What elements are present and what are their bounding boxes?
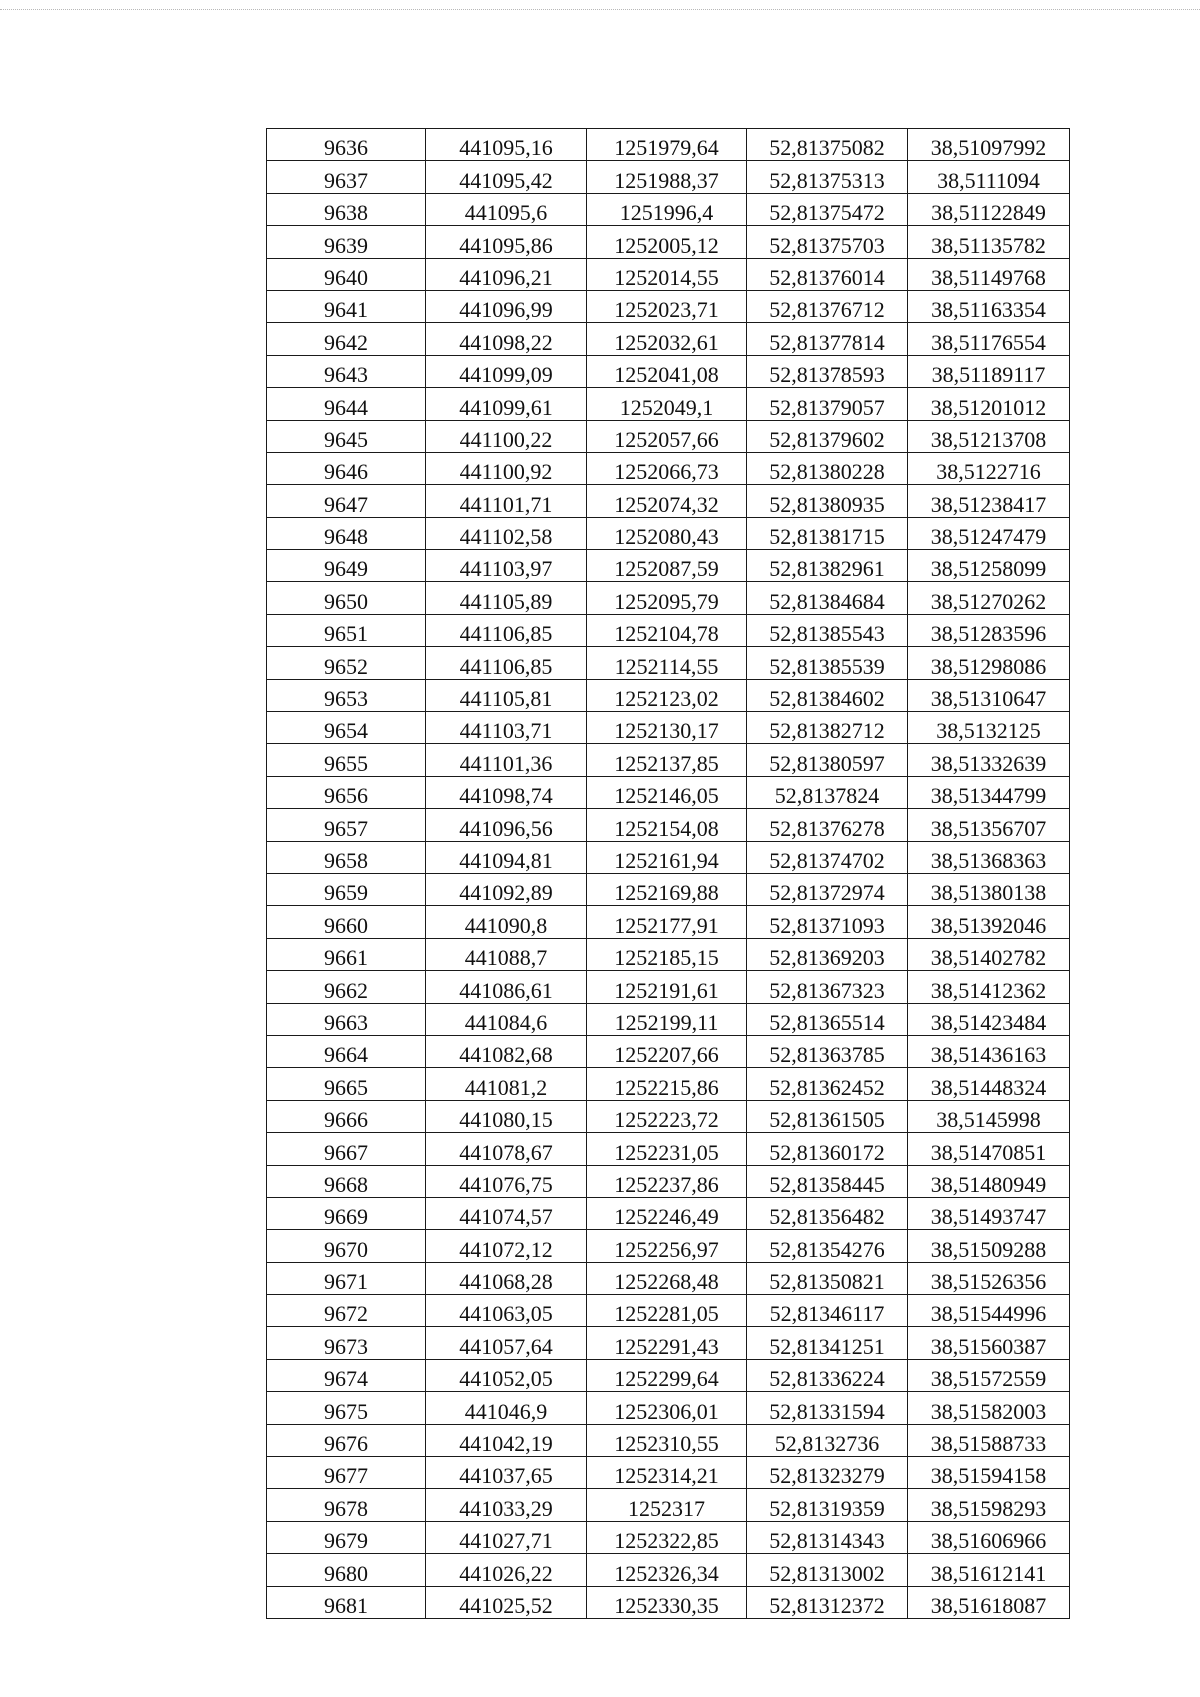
point-number-cell: 9658 [267,841,426,873]
y-coordinate-cell: 1252199,11 [587,1003,747,1035]
table-row [267,226,1070,258]
latitude-cell: 52,81312372 [747,1586,908,1618]
table-row [267,485,1070,517]
x-coordinate-cell: 441086,61 [426,971,587,1003]
y-coordinate-cell: 1252314,21 [587,1457,747,1489]
y-coordinate-cell: 1252080,43 [587,517,747,549]
y-coordinate-cell: 1252005,12 [587,226,747,258]
x-coordinate-cell: 441100,92 [426,452,587,484]
longitude-cell: 38,51480949 [908,1165,1070,1197]
x-coordinate-cell: 441095,42 [426,161,587,193]
y-coordinate-cell: 1252023,71 [587,290,747,322]
latitude-cell: 52,81384602 [747,679,908,711]
longitude-cell: 38,51097992 [908,129,1070,161]
latitude-cell: 52,81376278 [747,809,908,841]
latitude-cell: 52,81374702 [747,841,908,873]
y-coordinate-cell: 1251988,37 [587,161,747,193]
table-row [267,744,1070,776]
latitude-cell: 52,81367323 [747,971,908,1003]
table-row [267,1327,1070,1359]
longitude-cell: 38,51189117 [908,355,1070,387]
table-row [267,1586,1070,1618]
table-row [267,517,1070,549]
x-coordinate-cell: 441103,97 [426,550,587,582]
x-coordinate-cell: 441042,19 [426,1424,587,1456]
point-number-cell: 9673 [267,1327,426,1359]
table-row [267,712,1070,744]
x-coordinate-cell: 441084,6 [426,1003,587,1035]
longitude-cell: 38,51423484 [908,1003,1070,1035]
longitude-cell: 38,51270262 [908,582,1070,614]
longitude-cell: 38,51392046 [908,906,1070,938]
y-coordinate-cell: 1252074,32 [587,485,747,517]
latitude-cell: 52,81376712 [747,290,908,322]
x-coordinate-cell: 441052,05 [426,1359,587,1391]
longitude-cell: 38,51612141 [908,1554,1070,1586]
longitude-cell: 38,51594158 [908,1457,1070,1489]
y-coordinate-cell: 1252161,94 [587,841,747,873]
longitude-cell: 38,51149768 [908,258,1070,290]
point-number-cell: 9664 [267,1035,426,1067]
y-coordinate-cell: 1252237,86 [587,1165,747,1197]
y-coordinate-cell: 1252066,73 [587,452,747,484]
x-coordinate-cell: 441088,7 [426,938,587,970]
table-row [267,452,1070,484]
latitude-cell: 52,81384684 [747,582,908,614]
y-coordinate-cell: 1252207,66 [587,1035,747,1067]
table-row [267,614,1070,646]
latitude-cell: 52,81365514 [747,1003,908,1035]
x-coordinate-cell: 441076,75 [426,1165,587,1197]
table-row [267,323,1070,355]
x-coordinate-cell: 441100,22 [426,420,587,452]
table-row [267,1489,1070,1521]
longitude-cell: 38,51176554 [908,323,1070,355]
longitude-cell: 38,51572559 [908,1359,1070,1391]
x-coordinate-cell: 441080,15 [426,1100,587,1132]
point-number-cell: 9643 [267,355,426,387]
latitude-cell: 52,81378593 [747,355,908,387]
latitude-cell: 52,81341251 [747,1327,908,1359]
scan-edge-line [0,9,1200,10]
point-number-cell: 9656 [267,776,426,808]
y-coordinate-cell: 1252014,55 [587,258,747,290]
y-coordinate-cell: 1252306,01 [587,1392,747,1424]
table-row [267,906,1070,938]
point-number-cell: 9641 [267,290,426,322]
table-row [267,938,1070,970]
table-row [267,776,1070,808]
y-coordinate-cell: 1252169,88 [587,873,747,905]
table-row [267,1521,1070,1553]
longitude-cell: 38,51526356 [908,1262,1070,1294]
table-row [267,971,1070,1003]
point-number-cell: 9638 [267,193,426,225]
latitude-cell: 52,81360172 [747,1133,908,1165]
longitude-cell: 38,51560387 [908,1327,1070,1359]
point-number-cell: 9674 [267,1359,426,1391]
latitude-cell: 52,81381715 [747,517,908,549]
longitude-cell: 38,51238417 [908,485,1070,517]
point-number-cell: 9646 [267,452,426,484]
table-row [267,1424,1070,1456]
x-coordinate-cell: 441072,12 [426,1230,587,1262]
latitude-cell: 52,81379602 [747,420,908,452]
point-number-cell: 9677 [267,1457,426,1489]
point-number-cell: 9659 [267,873,426,905]
point-number-cell: 9636 [267,129,426,161]
point-number-cell: 9653 [267,679,426,711]
point-number-cell: 9647 [267,485,426,517]
longitude-cell: 38,51213708 [908,420,1070,452]
y-coordinate-cell: 1252317 [587,1489,747,1521]
latitude-cell: 52,81379057 [747,388,908,420]
longitude-cell: 38,5145998 [908,1100,1070,1132]
latitude-cell: 52,81375082 [747,129,908,161]
y-coordinate-cell: 1252326,34 [587,1554,747,1586]
point-number-cell: 9661 [267,938,426,970]
longitude-cell: 38,51298086 [908,647,1070,679]
y-coordinate-cell: 1252310,55 [587,1424,747,1456]
table-row [267,679,1070,711]
point-number-cell: 9679 [267,1521,426,1553]
point-number-cell: 9672 [267,1295,426,1327]
latitude-cell: 52,81385539 [747,647,908,679]
longitude-cell: 38,51258099 [908,550,1070,582]
point-number-cell: 9654 [267,712,426,744]
longitude-cell: 38,51470851 [908,1133,1070,1165]
table-row [267,1392,1070,1424]
longitude-cell: 38,51332639 [908,744,1070,776]
longitude-cell: 38,51588733 [908,1424,1070,1456]
x-coordinate-cell: 441037,65 [426,1457,587,1489]
y-coordinate-cell: 1252057,66 [587,420,747,452]
coordinates-table [266,128,1070,1619]
point-number-cell: 9637 [267,161,426,193]
point-number-cell: 9675 [267,1392,426,1424]
table-row [267,1359,1070,1391]
y-coordinate-cell: 1252256,97 [587,1230,747,1262]
latitude-cell: 52,81380935 [747,485,908,517]
y-coordinate-cell: 1252130,17 [587,712,747,744]
longitude-cell: 38,51163354 [908,290,1070,322]
x-coordinate-cell: 441090,8 [426,906,587,938]
x-coordinate-cell: 441074,57 [426,1197,587,1229]
coordinates-table-body [267,129,1070,1619]
x-coordinate-cell: 441033,29 [426,1489,587,1521]
latitude-cell: 52,81371093 [747,906,908,938]
longitude-cell: 38,51412362 [908,971,1070,1003]
point-number-cell: 9676 [267,1424,426,1456]
table-row [267,1003,1070,1035]
y-coordinate-cell: 1252087,59 [587,550,747,582]
x-coordinate-cell: 441094,81 [426,841,587,873]
x-coordinate-cell: 441046,9 [426,1392,587,1424]
longitude-cell: 38,51618087 [908,1586,1070,1618]
table-row [267,1295,1070,1327]
latitude-cell: 52,8132736 [747,1424,908,1456]
table-row [267,647,1070,679]
point-number-cell: 9680 [267,1554,426,1586]
point-number-cell: 9667 [267,1133,426,1165]
longitude-cell: 38,51544996 [908,1295,1070,1327]
x-coordinate-cell: 441106,85 [426,614,587,646]
x-coordinate-cell: 441106,85 [426,647,587,679]
y-coordinate-cell: 1252215,86 [587,1068,747,1100]
y-coordinate-cell: 1252246,49 [587,1197,747,1229]
x-coordinate-cell: 441026,22 [426,1554,587,1586]
x-coordinate-cell: 441103,71 [426,712,587,744]
longitude-cell: 38,5122716 [908,452,1070,484]
latitude-cell: 52,81319359 [747,1489,908,1521]
point-number-cell: 9678 [267,1489,426,1521]
point-number-cell: 9652 [267,647,426,679]
y-coordinate-cell: 1252330,35 [587,1586,747,1618]
table-row [267,258,1070,290]
x-coordinate-cell: 441096,56 [426,809,587,841]
longitude-cell: 38,51509288 [908,1230,1070,1262]
latitude-cell: 52,81385543 [747,614,908,646]
table-row [267,1133,1070,1165]
y-coordinate-cell: 1252114,55 [587,647,747,679]
latitude-cell: 52,81323279 [747,1457,908,1489]
longitude-cell: 38,51283596 [908,614,1070,646]
point-number-cell: 9671 [267,1262,426,1294]
y-coordinate-cell: 1251996,4 [587,193,747,225]
longitude-cell: 38,5132125 [908,712,1070,744]
x-coordinate-cell: 441063,05 [426,1295,587,1327]
latitude-cell: 52,81376014 [747,258,908,290]
latitude-cell: 52,81375703 [747,226,908,258]
x-coordinate-cell: 441082,68 [426,1035,587,1067]
latitude-cell: 52,81380228 [747,452,908,484]
point-number-cell: 9662 [267,971,426,1003]
point-number-cell: 9645 [267,420,426,452]
latitude-cell: 52,81331594 [747,1392,908,1424]
point-number-cell: 9640 [267,258,426,290]
x-coordinate-cell: 441057,64 [426,1327,587,1359]
point-number-cell: 9681 [267,1586,426,1618]
y-coordinate-cell: 1252146,05 [587,776,747,808]
table-row [267,1035,1070,1067]
table-row [267,1197,1070,1229]
table-row [267,290,1070,322]
x-coordinate-cell: 441081,2 [426,1068,587,1100]
table-row [267,582,1070,614]
x-coordinate-cell: 441068,28 [426,1262,587,1294]
x-coordinate-cell: 441099,61 [426,388,587,420]
latitude-cell: 52,81336224 [747,1359,908,1391]
y-coordinate-cell: 1252299,64 [587,1359,747,1391]
longitude-cell: 38,51493747 [908,1197,1070,1229]
longitude-cell: 38,51606966 [908,1521,1070,1553]
latitude-cell: 52,81354276 [747,1230,908,1262]
y-coordinate-cell: 1252041,08 [587,355,747,387]
latitude-cell: 52,8137824 [747,776,908,808]
point-number-cell: 9642 [267,323,426,355]
latitude-cell: 52,81358445 [747,1165,908,1197]
y-coordinate-cell: 1252191,61 [587,971,747,1003]
longitude-cell: 38,51247479 [908,517,1070,549]
longitude-cell: 38,51582003 [908,1392,1070,1424]
latitude-cell: 52,81377814 [747,323,908,355]
longitude-cell: 38,51344799 [908,776,1070,808]
latitude-cell: 52,81350821 [747,1262,908,1294]
latitude-cell: 52,81314343 [747,1521,908,1553]
table-row [267,1554,1070,1586]
y-coordinate-cell: 1252231,05 [587,1133,747,1165]
longitude-cell: 38,5111094 [908,161,1070,193]
x-coordinate-cell: 441096,99 [426,290,587,322]
latitude-cell: 52,81375472 [747,193,908,225]
y-coordinate-cell: 1252268,48 [587,1262,747,1294]
longitude-cell: 38,51135782 [908,226,1070,258]
y-coordinate-cell: 1251979,64 [587,129,747,161]
latitude-cell: 52,81375313 [747,161,908,193]
point-number-cell: 9657 [267,809,426,841]
longitude-cell: 38,51448324 [908,1068,1070,1100]
latitude-cell: 52,81356482 [747,1197,908,1229]
y-coordinate-cell: 1252095,79 [587,582,747,614]
longitude-cell: 38,51598293 [908,1489,1070,1521]
table-row [267,1100,1070,1132]
x-coordinate-cell: 441095,16 [426,129,587,161]
point-number-cell: 9660 [267,906,426,938]
x-coordinate-cell: 441098,74 [426,776,587,808]
x-coordinate-cell: 441025,52 [426,1586,587,1618]
y-coordinate-cell: 1252154,08 [587,809,747,841]
latitude-cell: 52,81382961 [747,550,908,582]
x-coordinate-cell: 441105,81 [426,679,587,711]
y-coordinate-cell: 1252185,15 [587,938,747,970]
latitude-cell: 52,81380597 [747,744,908,776]
y-coordinate-cell: 1252281,05 [587,1295,747,1327]
point-number-cell: 9651 [267,614,426,646]
point-number-cell: 9668 [267,1165,426,1197]
longitude-cell: 38,51122849 [908,193,1070,225]
point-number-cell: 9649 [267,550,426,582]
table-row [267,420,1070,452]
y-coordinate-cell: 1252032,61 [587,323,747,355]
x-coordinate-cell: 441095,86 [426,226,587,258]
point-number-cell: 9670 [267,1230,426,1262]
y-coordinate-cell: 1252291,43 [587,1327,747,1359]
x-coordinate-cell: 441092,89 [426,873,587,905]
table-row [267,550,1070,582]
x-coordinate-cell: 441105,89 [426,582,587,614]
table-row [267,1457,1070,1489]
latitude-cell: 52,81363785 [747,1035,908,1067]
point-number-cell: 9663 [267,1003,426,1035]
table-row [267,355,1070,387]
x-coordinate-cell: 441101,36 [426,744,587,776]
y-coordinate-cell: 1252049,1 [587,388,747,420]
latitude-cell: 52,81382712 [747,712,908,744]
latitude-cell: 52,81369203 [747,938,908,970]
longitude-cell: 38,51402782 [908,938,1070,970]
y-coordinate-cell: 1252223,72 [587,1100,747,1132]
longitude-cell: 38,51201012 [908,388,1070,420]
x-coordinate-cell: 441027,71 [426,1521,587,1553]
point-number-cell: 9666 [267,1100,426,1132]
y-coordinate-cell: 1252137,85 [587,744,747,776]
point-number-cell: 9669 [267,1197,426,1229]
longitude-cell: 38,51436163 [908,1035,1070,1067]
longitude-cell: 38,51380138 [908,873,1070,905]
table-row [267,1068,1070,1100]
longitude-cell: 38,51356707 [908,809,1070,841]
point-number-cell: 9644 [267,388,426,420]
x-coordinate-cell: 441095,6 [426,193,587,225]
table-row [267,388,1070,420]
x-coordinate-cell: 441078,67 [426,1133,587,1165]
x-coordinate-cell: 441101,71 [426,485,587,517]
table-row [267,809,1070,841]
x-coordinate-cell: 441098,22 [426,323,587,355]
table-row [267,161,1070,193]
longitude-cell: 38,51310647 [908,679,1070,711]
y-coordinate-cell: 1252123,02 [587,679,747,711]
point-number-cell: 9648 [267,517,426,549]
latitude-cell: 52,81372974 [747,873,908,905]
table-row [267,873,1070,905]
latitude-cell: 52,81362452 [747,1068,908,1100]
x-coordinate-cell: 441099,09 [426,355,587,387]
table-row [267,1262,1070,1294]
y-coordinate-cell: 1252104,78 [587,614,747,646]
point-number-cell: 9639 [267,226,426,258]
table-row [267,1230,1070,1262]
table-row [267,129,1070,161]
x-coordinate-cell: 441096,21 [426,258,587,290]
table-row [267,193,1070,225]
longitude-cell: 38,51368363 [908,841,1070,873]
point-number-cell: 9655 [267,744,426,776]
y-coordinate-cell: 1252177,91 [587,906,747,938]
latitude-cell: 52,81361505 [747,1100,908,1132]
table-row [267,1165,1070,1197]
y-coordinate-cell: 1252322,85 [587,1521,747,1553]
x-coordinate-cell: 441102,58 [426,517,587,549]
table-row [267,841,1070,873]
point-number-cell: 9650 [267,582,426,614]
latitude-cell: 52,81346117 [747,1295,908,1327]
latitude-cell: 52,81313002 [747,1554,908,1586]
point-number-cell: 9665 [267,1068,426,1100]
